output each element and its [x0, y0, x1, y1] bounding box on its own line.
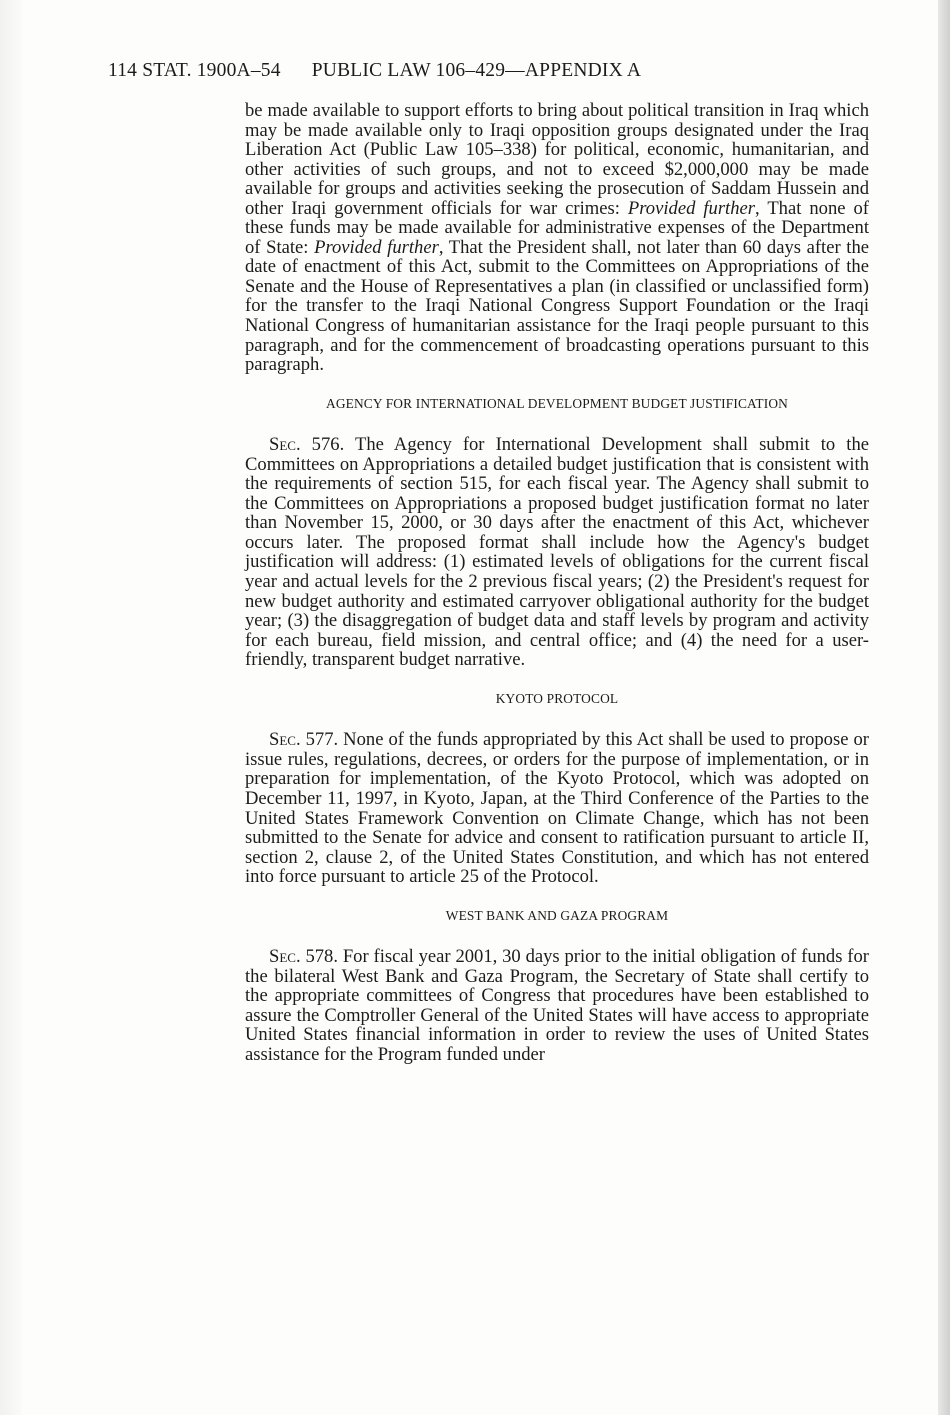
section-heading-576: AGENCY FOR INTERNATIONAL DEVELOPMENT BUDGET JUSTIFICATION	[326, 395, 788, 411]
section-label-577: Sec. 577.	[269, 729, 339, 751]
section-text-576: The Agency for International Development shall submit to the Committees on Appropriations a detailed budget justification that is consistent with the requirements of section 515, for each fiscal year. The Agency shall submit to the Committees on Appropriations a proposed budget justification format no later than November 15, 2000, or 30 days after the enactment of this Act, whichever occurs later. The proposed format shall include how the Agency's budget justification will address: (1) estimated levels of obligations for the current fiscal year and actual levels for the 2 previous fiscal years; (2) the President's request for new budget authority and estimated carryover obligational authority for the budget year; (3) the disaggregation of budget data and staff levels by program and activity for each bureau, field mission, and central office; and (4) the need for a user-friendly, transparent budget narrative.	[245, 434, 870, 671]
section-heading-578: WEST BANK AND GAZA PROGRAM	[445, 907, 669, 923]
text-column	[245, 101, 869, 1065]
section-label-578: Sec. 578.	[269, 946, 338, 968]
running-header	[108, 60, 888, 82]
section-text-577: None of the funds appropriated by this Act shall be used to propose or issue rules, regulations, decrees, or orders for the purpose of implementation, or in preparation for implementation, of the Kyoto Protocol, which was adopted on December 11, 1997, in Kyoto, Japan, at the Third Conference of the Parties to the United States Framework Convention on Climate Change, which has not been submitted to the Senate for advice and consent to ratification pursuant to article II, section 2, clause 2, of the United States Constitution, and which has not entered into force pursuant to article 25 of the Protocol.	[245, 729, 869, 888]
section-text-578: For fiscal year 2001, 30 days prior to the initial obligation of funds for the bilateral West Bank and Gaza Program, the Secretary of State shall certify to the appropriate committees of Congress that procedures have been established to assure the Comptroller General of the United States will have access to appropriate United States financial information in order to review the uses of United States assistance for the Program funded under	[245, 946, 869, 1065]
scan-left-edge	[0, 0, 22, 1415]
continued-paragraph	[245, 101, 869, 375]
section-577	[245, 730, 869, 886]
section-578	[245, 947, 869, 1064]
proviso-1: Provided further	[627, 197, 756, 219]
intro-text-3: , That the President shall, not later than 60 days after the date of enactment of this Act, submit to the Committees on Appropriations of the Senate and the House of Representatives a plan (in classified or unclassified form) for the transfer to the Iraqi National Congress Support Foundation or the Iraqi National Congress of humanitarian assistance for the Iraqi people pursuant to this paragraph, and for the commencement of broadcasting operations pursuant to this paragraph.	[245, 236, 870, 376]
section-label-576: Sec. 576.	[269, 434, 345, 456]
intro-text-1: be made available to support efforts to bring about political transition in Iraq which may be made available only to Iraqi opposition groups designated under the Iraq Liberation Act (Public Law 105–338) for political, economic, humanitarian, and other activities of such groups, and not to exceed $2,000,000 may be made available for groups and activities seeking the prosecution of Saddam Hussein and other Iraqi government officials for war crimes:	[245, 100, 869, 219]
scan-right-edge	[938, 0, 950, 1415]
law-title: PUBLIC LAW 106–429—APPENDIX A	[311, 60, 642, 81]
proviso-2: Provided further	[314, 236, 439, 258]
intro-text-2: , That none of these funds may be made available for administrative expenses of the Department of State:	[245, 197, 869, 258]
stat-reference: 114 STAT. 1900A–54	[108, 60, 281, 81]
section-576	[245, 435, 869, 670]
section-heading-577: KYOTO PROTOCOL	[495, 690, 619, 706]
